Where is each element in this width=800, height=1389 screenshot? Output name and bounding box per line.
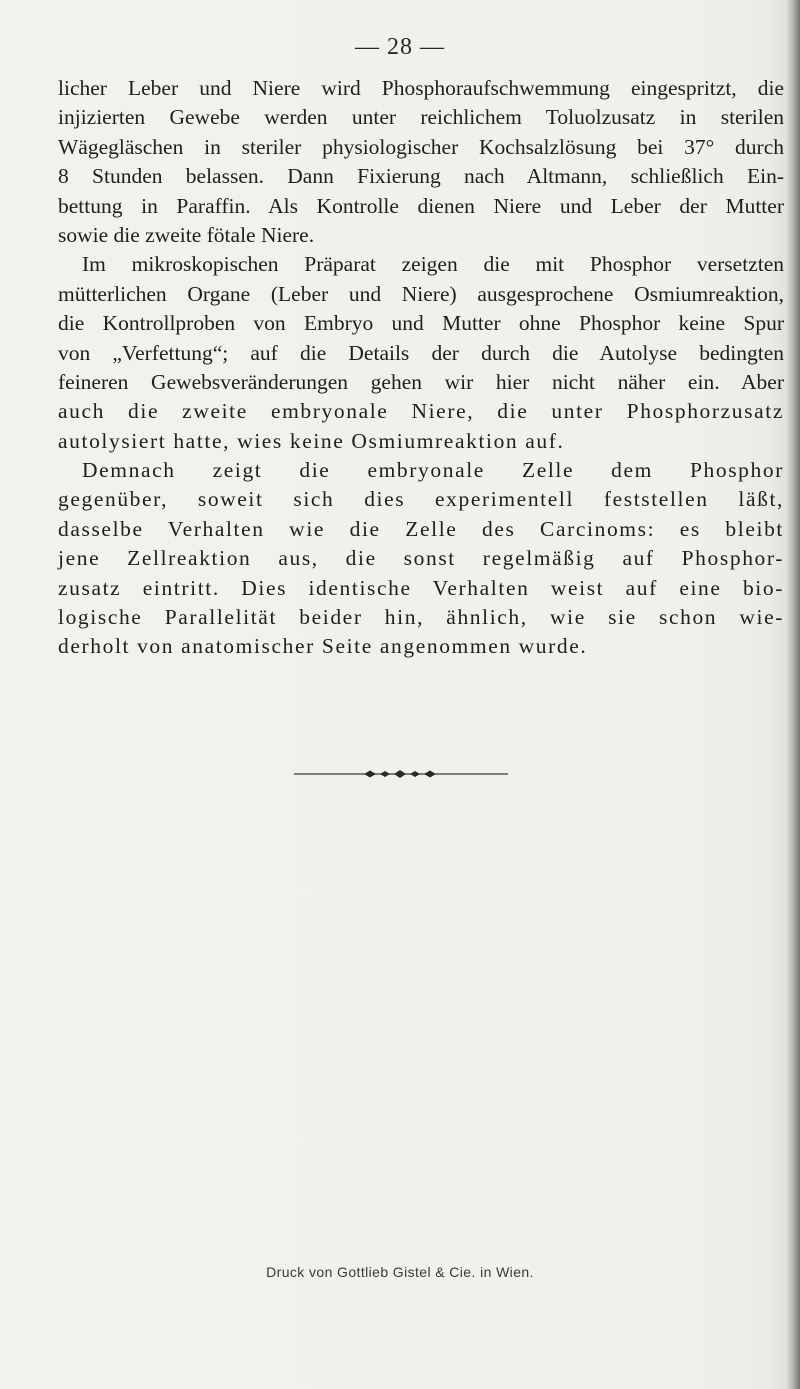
text-line: licher Leber und Niere wird Phosphoraufschwemmung eingespritzt, die [58,76,784,100]
text-line: Im mikroskopischen Präparat zeigen die mit Phosphor versetzten [82,252,784,277]
text-line: logische Parallelität beider hin, ähnlich, wie sie schon wie- [58,605,784,630]
divider-diamond [394,770,406,778]
body-text [58,74,784,662]
text-line: die Kontrollproben von Embryo und Mutter ohne Phosphor keine Spur [58,311,784,336]
printer-imprint: Druck von Gottlieb Gistel & Cie. in Wien. [266,1264,534,1280]
text-line: sowie die zweite fötale Niere. [58,222,315,247]
text-line: autolysiert hatte, wies keine Osmiumreaktion auf. [58,428,565,453]
text-line: injizierten Gewebe werden unter reichlichem Toluolzusatz in sterilen [58,105,784,130]
binding-shadow [786,0,800,1389]
divider-diamond [424,771,436,778]
text-line: Wägegläschen in steriler physiologischer Kochsalzlösung bei 37° durch [58,134,784,159]
divider-diamond [364,771,376,778]
text-line: von „Verfettung“; auf die Details der durch die Autolyse bedingten [58,340,784,365]
text-line: derholt von anatomischer Seite angenommen wurde. [58,634,588,659]
ornamental-divider [294,769,508,779]
divider-diamond [410,771,420,777]
page-number: — 28 — [355,34,445,60]
divider-diamond [380,771,390,777]
text-line: bettung in Paraffin. Als Kontrolle dienen Niere und Leber der Mutter [58,193,784,218]
text-line: auch die zweite embryonale Niere, die unter Phosphorzusatz [58,399,784,424]
text-line: feineren Gewebsveränderungen gehen wir hier nicht näher ein. Aber [58,369,784,394]
text-line: zusatz eintritt. Dies identische Verhalten weist auf eine bio- [58,575,784,600]
text-line: gegenüber, soweit sich dies experimentell feststellen läßt, [58,487,784,512]
text-line: dasselbe Verhalten wie die Zelle des Carcinoms: es bleibt [58,516,784,541]
text-line: jene Zellreaktion aus, die sonst regelmäßig auf Phosphor- [58,546,784,571]
text-line: mütterlichen Organe (Leber und Niere) ausgesprochene Osmiumreaktion, [58,281,784,306]
text-line: 8 Stunden belassen. Dann Fixierung nach Altmann, schließlich Ein- [58,164,784,189]
text-line: Demnach zeigt die embryonale Zelle dem Phosphor [82,458,784,483]
